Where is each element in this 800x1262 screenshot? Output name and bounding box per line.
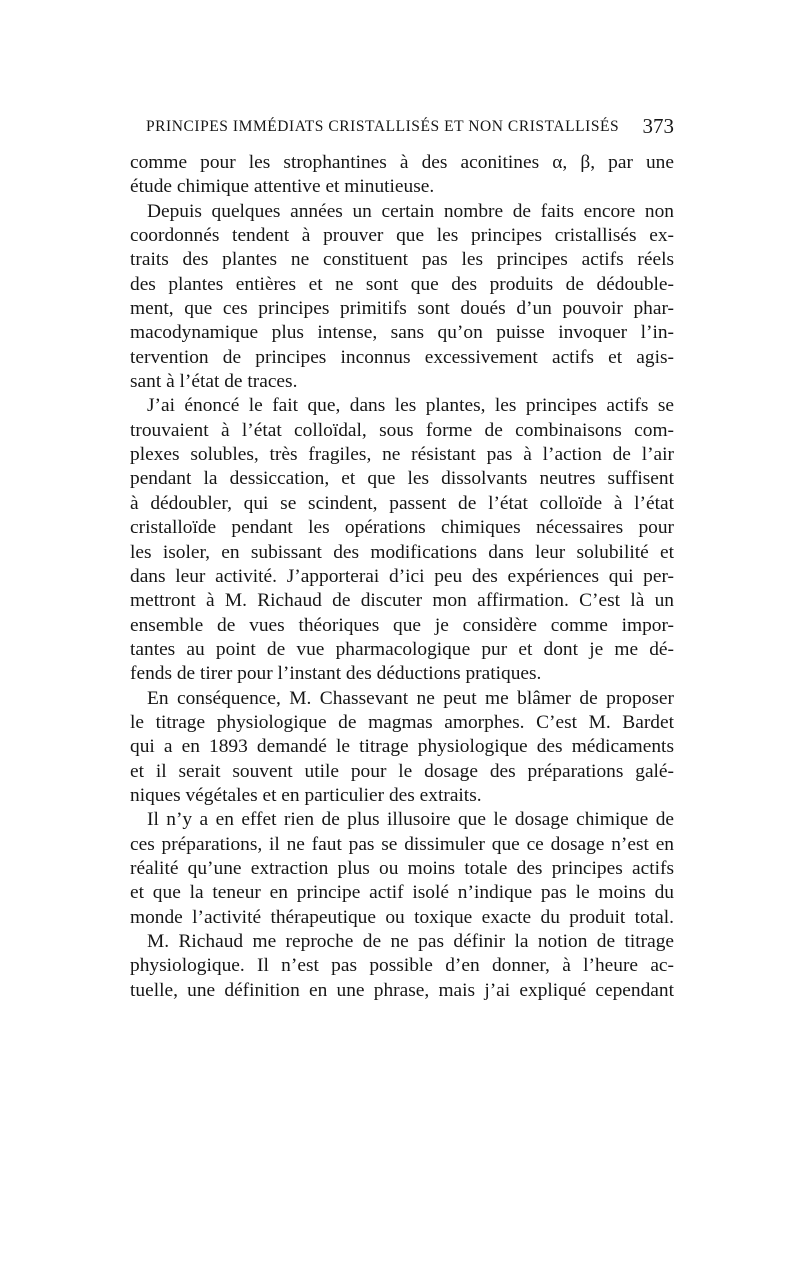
text-line: ensemble de vues théoriques que je considère comme impor- bbox=[130, 614, 674, 636]
text-line: mettront à M. Richaud de discuter mon affirmation. C’est là un bbox=[130, 590, 674, 612]
text-line: à dédoubler, qui se scindent, passent de l’état colloïde à l’état bbox=[130, 492, 674, 514]
paragraph-first-line: M. Richaud me reproche de ne pas définir la notion de titrage bbox=[147, 931, 674, 952]
text-line: niques végétales et en particulier des extraits. bbox=[130, 784, 482, 806]
text-line: trouvaient à l’état colloïdal, sous forme de combinaisons com- bbox=[130, 419, 674, 441]
text-line: les isoler, en subissant des modifications dans leur solubilité et bbox=[130, 541, 674, 563]
text-line: ces préparations, il ne faut pas se dissimuler que ce dosage n’est en bbox=[130, 833, 674, 855]
running-head bbox=[146, 114, 674, 144]
text-line: dans leur activité. J’apporterai d’ici peu des expériences qui per- bbox=[130, 565, 674, 587]
text-line: tantes au point de vue pharmacologique pur et dont je me dé- bbox=[130, 638, 674, 660]
text-line: comme pour les strophantines à des aconitines α, β, par une bbox=[130, 152, 674, 173]
text-line: étude chimique attentive et minutieuse. bbox=[130, 176, 435, 198]
paragraph-first-line: J’ai énoncé le fait que, dans les plantes, les principes actifs se bbox=[147, 395, 674, 417]
text-line: sant à l’état de traces. bbox=[130, 371, 298, 393]
text-line: macodynamique plus intense, sans qu’on puisse invoquer l’in- bbox=[130, 322, 674, 344]
text-line: tervention de principes inconnus excessivement actifs et agis- bbox=[130, 346, 674, 368]
text-line: coordonnés tendent à prouver que les principes cristallisés ex- bbox=[130, 225, 674, 247]
text-line: pendant la dessiccation, et que les dissolvants neutres suffisent bbox=[130, 468, 674, 490]
text-line: réalité qu’une extraction plus ou moins totale des principes actifs bbox=[130, 857, 674, 879]
text-line: tuelle, une définition en une phrase, mais j’ai expliqué cependant bbox=[130, 979, 674, 1001]
text-line: plexes solubles, très fragiles, ne résistant pas à l’action de l’air bbox=[130, 444, 674, 466]
text-line: ment, que ces principes primitifs sont doués d’un pouvoir phar- bbox=[130, 298, 674, 320]
text-line: monde l’activité thérapeutique ou toxique exacte du produit total. bbox=[130, 906, 674, 928]
paragraph-first-line: Depuis quelques années un certain nombre de faits encore non bbox=[147, 200, 674, 222]
running-title: PRINCIPES IMMÉDIATS CRISTALLISÉS ET NON CRISTALLISÉS bbox=[146, 118, 620, 135]
text-line: et que la teneur en principe actif isolé n’indique pas le moins du bbox=[130, 882, 674, 904]
text-line: qui a en 1893 demandé le titrage physiologique des médicaments bbox=[130, 736, 674, 758]
body-text bbox=[130, 151, 674, 1003]
paragraph-first-line: Il n’y a en effet rien de plus illusoire que le dosage chimique de bbox=[147, 809, 674, 831]
paragraph-first-line: En conséquence, M. Chassevant ne peut me blâmer de proposer bbox=[147, 687, 674, 709]
text-line: le titrage physiologique de magmas amorphes. C’est M. Bardet bbox=[130, 711, 674, 733]
page-number: 373 bbox=[642, 114, 674, 138]
text-line: physiologique. Il n’est pas possible d’en donner, à l’heure ac- bbox=[130, 955, 674, 977]
text-line: et il serait souvent utile pour le dosage des préparations galé- bbox=[130, 760, 674, 782]
text-line: des plantes entières et ne sont que des produits de dédouble- bbox=[130, 273, 674, 295]
text-line: fends de tirer pour l’instant des déductions pratiques. bbox=[130, 663, 542, 685]
text-line: traits des plantes ne constituent pas les principes actifs réels bbox=[130, 249, 674, 271]
text-line: cristalloïde pendant les opérations chimiques nécessaires pour bbox=[130, 517, 674, 539]
